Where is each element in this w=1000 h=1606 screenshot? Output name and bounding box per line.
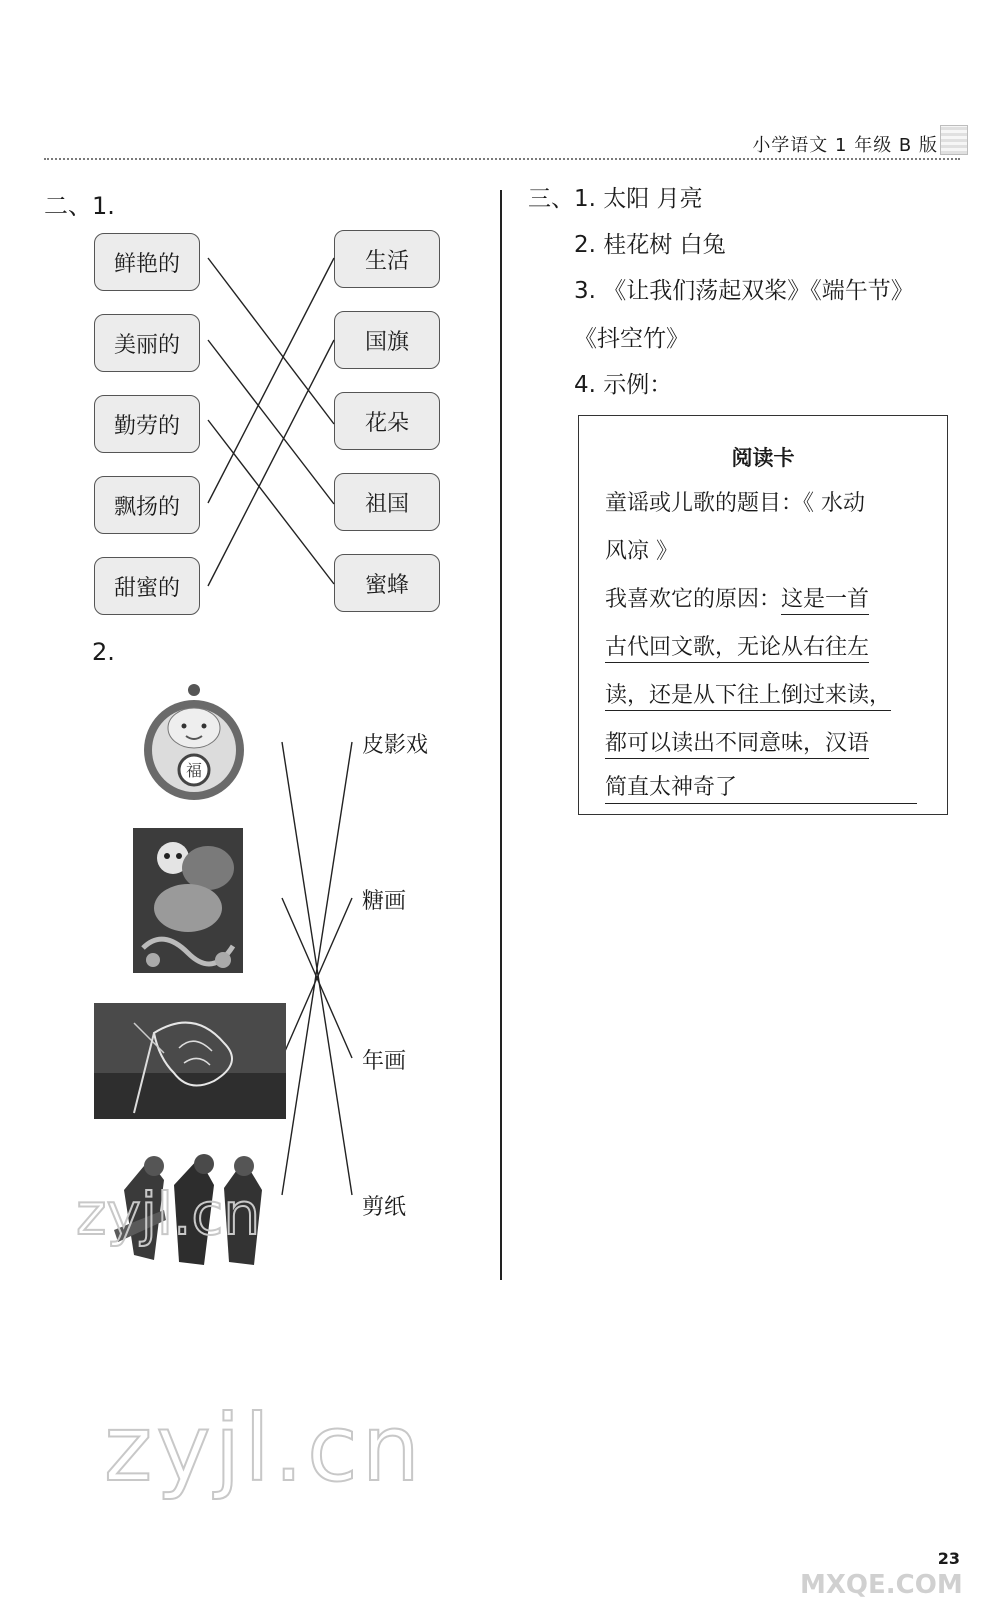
- left-word-2: 美丽的: [94, 314, 200, 372]
- page-number: 23: [937, 1549, 960, 1568]
- reading-card-title: 阅读卡: [731, 446, 795, 470]
- match-line-3: [208, 420, 334, 584]
- watermark-small: zyjl.cn: [76, 1180, 261, 1248]
- card-line-6: 都可以读出不同意味，汉语: [605, 731, 869, 759]
- left-word-1: 鲜艳的: [94, 233, 200, 291]
- card-line-1: 童谣或儿歌的题目：《 水动: [605, 491, 865, 516]
- card-line-2: 风凉 》: [605, 539, 678, 564]
- card-line-5: 读，还是从下往上倒过来读，: [605, 683, 891, 711]
- section3-q3b: 《抖空竹》: [574, 326, 689, 352]
- right-word-2: 国旗: [334, 311, 440, 369]
- match-line-2: [208, 340, 334, 504]
- card-line-7: 简直太神奇了: [605, 770, 917, 804]
- craft-label-3: 年画: [362, 1049, 407, 1074]
- left-word-5: 甜蜜的: [94, 557, 200, 615]
- match-line-4: [208, 258, 334, 503]
- card-line-3: [605, 582, 869, 613]
- card-line-4: 古代回文歌，无论从右往左: [605, 635, 869, 663]
- left-word-4: 飘扬的: [94, 476, 200, 534]
- watermark-corner: MXQE.COM: [800, 1570, 963, 1600]
- right-word-1: 生活: [334, 230, 440, 288]
- craft-label-4: 剪纸: [362, 1195, 407, 1220]
- craft-label-2: 糖画: [362, 889, 407, 914]
- pic-fu-char: 福: [185, 761, 203, 780]
- match-line-1: [208, 258, 334, 424]
- paper-cut-picture: [128, 684, 260, 802]
- right-word-5: 蜜蜂: [334, 554, 440, 612]
- card-reason-label: 我喜欢它的原因：: [605, 587, 782, 612]
- watermark-large: zyjl.cn: [104, 1395, 424, 1502]
- right-word-3: 花朵: [334, 392, 440, 450]
- card-reason-answer: 这是一首: [781, 587, 869, 615]
- section3-q4: 4. 示例：: [574, 372, 673, 398]
- reading-card: [578, 415, 948, 815]
- new-year-painting-picture: [133, 828, 243, 973]
- section2-q1-label: 二、1.: [44, 192, 115, 220]
- section3-q1: 三、1. 太阳 月亮: [528, 186, 703, 212]
- section2-q2-label: 2.: [92, 638, 115, 666]
- match-line-5: [208, 340, 334, 586]
- section3-q2: 2. 桂花树 白兔: [574, 232, 726, 258]
- book-title: 小学语文 1 年级 B 版: [752, 135, 938, 156]
- section3-q3a: 3. 《让我们荡起双桨》《端午节》: [574, 278, 914, 304]
- craft-label-1: 皮影戏: [362, 733, 429, 758]
- right-word-4: 祖国: [334, 473, 440, 531]
- left-word-3: 勤劳的: [94, 395, 200, 453]
- sugar-painting-picture: [94, 1003, 286, 1119]
